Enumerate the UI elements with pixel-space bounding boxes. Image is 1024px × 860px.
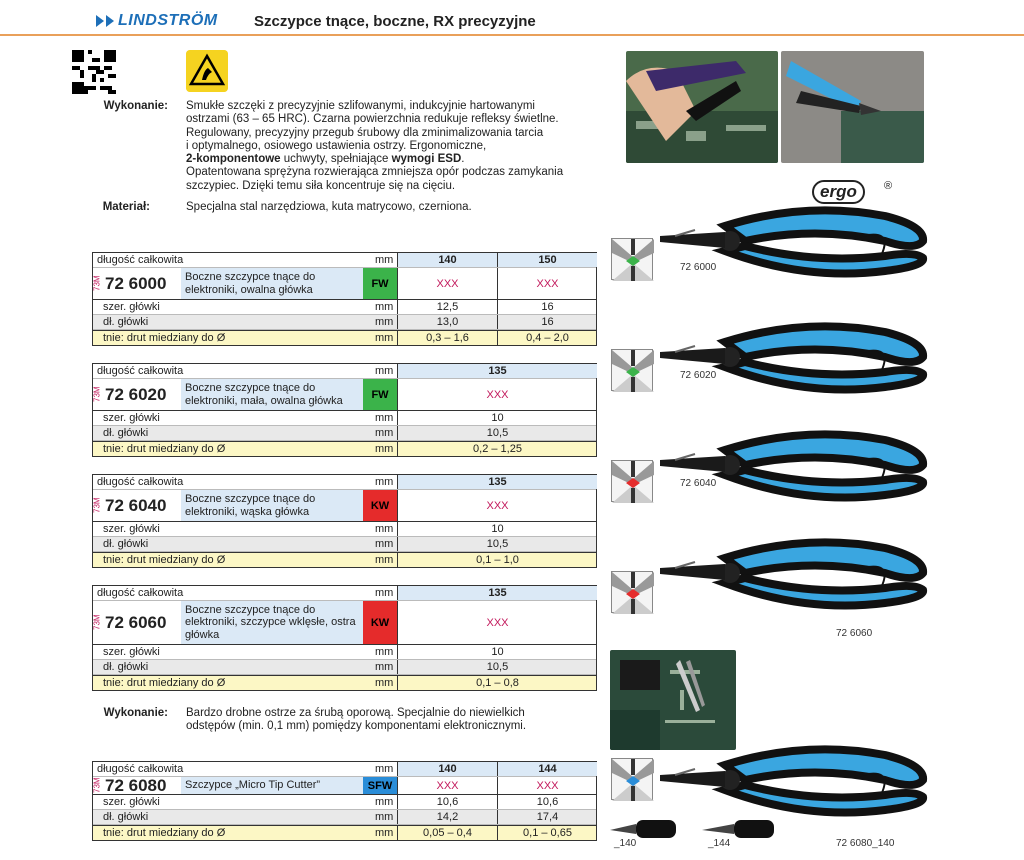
spec-value: 0,05 – 0,4 (397, 826, 497, 840)
usage-photo (610, 650, 736, 750)
product-row (93, 379, 596, 411)
unit-label: mm (375, 677, 394, 689)
spec-row-tnie (93, 441, 596, 456)
spec-row-label: tnie: drut miedziany do Ø (103, 827, 226, 839)
spec-row-dl (93, 810, 596, 825)
product-table-726040 (92, 474, 597, 568)
cutting-profile-icon (611, 571, 653, 613)
plier-caption: 72 6060 (836, 628, 873, 639)
profile-badge: FW (363, 379, 397, 410)
esd-warning-icon (186, 50, 228, 92)
spec-value: 10,5 (397, 426, 597, 440)
product-table-726020 (92, 363, 597, 457)
spec-row-label: szer. główki (103, 301, 160, 313)
wykonanie-label: Wykonanie: (103, 100, 168, 112)
product-description: Boczne szczypce tnące do elektroniki, wąska główka (181, 490, 363, 521)
product-number: 72 6040 (105, 495, 167, 515)
spec-row-szer (93, 645, 596, 660)
spec-value: 16 (497, 300, 597, 314)
spec-row-szer (93, 522, 596, 537)
code-3m-label: 73M (92, 497, 102, 514)
unit-label: mm (375, 646, 394, 658)
spec-block-2 (0, 707, 600, 737)
product-number: 72 6000 (105, 273, 167, 293)
unit-label: mm (375, 365, 394, 377)
length-label: długość całkowita (97, 763, 184, 775)
profile-badge: FW (363, 268, 397, 299)
spec-value: 17,4 (497, 810, 597, 824)
spec-bold: 2-komponentowe (186, 153, 281, 166)
plier-image (655, 528, 935, 628)
product-number: 72 6020 (105, 384, 167, 404)
price-placeholder: XXX (397, 379, 597, 410)
spec-row-label: tnie: drut miedziany do Ø (103, 677, 226, 689)
length-value: 135 (397, 475, 597, 489)
length-label: długość całkowita (97, 587, 184, 599)
spec-row-szer (93, 411, 596, 426)
spec-text: . (461, 153, 465, 166)
spec-line (186, 153, 596, 166)
spec-row-dl (93, 660, 596, 675)
spec-value: 0,1 – 0,8 (397, 676, 597, 690)
unit-label: mm (375, 412, 394, 424)
table-header-row (93, 475, 596, 490)
spec-row-tnie (93, 675, 596, 690)
material-label: Materiał: (102, 201, 150, 213)
brand-name: LINDSTRÖM (118, 12, 218, 29)
spec-line: Opatentowana sprężyna rozwierająca zmniejsza opór podczas zamykania (186, 166, 564, 179)
unit-label: mm (375, 763, 394, 775)
wykonanie-text (186, 100, 596, 193)
unit-label: mm (375, 538, 394, 550)
spec-block (0, 100, 600, 220)
price-placeholder: XXX (497, 268, 597, 299)
arrow-icon (106, 15, 114, 27)
table-header-row (93, 586, 596, 601)
unit-label: mm (375, 587, 394, 599)
spec-text: uchwyty, spełniające (283, 153, 389, 166)
spec-value: 10,6 (397, 795, 497, 809)
spec-row-label: tnie: drut miedziany do Ø (103, 332, 226, 344)
product-number: 72 6060 (105, 612, 167, 632)
spec-row-label: dł. główki (103, 661, 149, 673)
spec-line: szczypiec. Dzięki temu siła koncentruje się na cięciu. (186, 179, 456, 192)
price-placeholder: XXX (397, 601, 597, 644)
arrow-icon (96, 15, 104, 27)
spec-row-tnie (93, 552, 596, 567)
spec-value: 10 (397, 645, 597, 659)
plier-caption: 72 6020 (680, 370, 717, 381)
spec-value: 0,3 – 1,6 (397, 331, 497, 345)
usage-photo (626, 51, 778, 163)
profile-badge: KW (363, 490, 397, 521)
spec-value: 10,5 (397, 537, 597, 551)
spec-value: 10,6 (497, 795, 597, 809)
ergo-text: ergo (820, 182, 857, 201)
profile-badge: SFW (363, 777, 397, 794)
cutting-profile-icon (611, 758, 653, 800)
spec-value: 10 (397, 522, 597, 536)
product-table-726080 (92, 761, 597, 841)
spec-value: 0,1 – 1,0 (397, 553, 597, 567)
spec-row-label: dł. główki (103, 538, 149, 550)
spec-row-tnie (93, 330, 596, 345)
spec-row-szer (93, 795, 596, 810)
registered-mark: ® (884, 180, 893, 192)
page-title: Szczypce tnące, boczne, RX precyzyjne (254, 13, 536, 30)
plier-image (655, 735, 935, 835)
unit-label: mm (375, 796, 394, 808)
product-row (93, 601, 596, 645)
spec-value: 13,0 (397, 315, 497, 329)
product-table-726000 (92, 252, 597, 346)
plier-caption: 72 6040 (680, 478, 717, 489)
code-3m-label: 73M (92, 777, 102, 794)
length-value: 140 (397, 762, 497, 776)
cutting-profile-icon (611, 238, 653, 280)
product-row (93, 777, 596, 795)
unit-label: mm (375, 254, 394, 266)
spec-value: 10,5 (397, 660, 597, 674)
spec-value: 12,5 (397, 300, 497, 314)
spec-line: i optymalnego, osiowego ustawienia ostrzy. Ergonomiczne, (186, 139, 487, 152)
length-value: 144 (497, 762, 597, 776)
table-header-row (93, 762, 596, 777)
plier-image (655, 312, 935, 412)
length-value: 135 (397, 364, 597, 378)
price-placeholder: XXX (397, 268, 497, 299)
product-table-726060 (92, 585, 597, 691)
plier-image (655, 420, 935, 520)
page-header (0, 0, 1024, 36)
unit-label: mm (375, 301, 394, 313)
unit-label: mm (375, 332, 394, 344)
wykonanie-text (186, 707, 596, 734)
spec-row-label: szer. główki (103, 796, 160, 808)
code-3m-label: 73M (92, 614, 102, 631)
spec-bold: wymogi ESD (391, 153, 462, 166)
unit-label: mm (375, 476, 394, 488)
brand-logo (96, 12, 218, 30)
spec-row-dl (93, 315, 596, 330)
spec-line: Smukłe szczęki z precyzyjnie szlifowanymi, indukcyjnie hartowanymi (186, 100, 535, 112)
usage-photo (781, 51, 924, 163)
product-description: Boczne szczypce tnące do elektroniki, szczypce wklęsłe, ostra główka (181, 601, 363, 644)
plier-caption: 72 6000 (680, 262, 717, 273)
spec-row-label: szer. główki (103, 523, 160, 535)
table-header-row (93, 253, 596, 268)
plier-image (655, 196, 935, 296)
spec-row-label: dł. główki (103, 811, 149, 823)
unit-label: mm (375, 443, 394, 455)
spec-line: Regulowany, precyzyjny przegub śrubowy dla zminimalizowania tarcia (186, 126, 544, 139)
product-description: Boczne szczypce tnące do elektroniki, owalna główka (181, 268, 363, 299)
cutting-profile-icon (611, 349, 653, 391)
spec-row-label: tnie: drut miedziany do Ø (103, 554, 226, 566)
tip-caption: _140 (614, 838, 637, 849)
unit-label: mm (375, 554, 394, 566)
product-description: Szczypce „Micro Tip Cutter” (181, 777, 363, 794)
length-label: długość całkowita (97, 365, 184, 377)
spec-value: 0,2 – 1,25 (397, 442, 597, 456)
plier-caption: 72 6080_140 (836, 838, 895, 849)
unit-label: mm (375, 427, 394, 439)
spec-value: 0,1 – 0,65 (497, 826, 597, 840)
material-text: Specjalna stal narzędziowa, kuta matrycowo, czerniona. (186, 201, 472, 213)
spec-line: odstępów (min. 0,1 mm) pomiędzy komponentami elektronicznymi. (186, 720, 527, 733)
spec-row-label: szer. główki (103, 646, 160, 658)
spec-line: Bardzo drobne ostrze za śrubą oporową. Specjalnie do niewielkich (186, 707, 525, 719)
spec-value: 10 (397, 411, 597, 425)
product-number: 72 6080 (105, 775, 167, 795)
product-row (93, 268, 596, 300)
price-placeholder: XXX (497, 777, 597, 794)
spec-row-szer (93, 300, 596, 315)
unit-label: mm (375, 811, 394, 823)
length-value: 140 (397, 253, 497, 267)
spec-value: 16 (497, 315, 597, 329)
length-value: 150 (497, 253, 597, 267)
length-label: długość całkowita (97, 476, 184, 488)
spec-row-label: tnie: drut miedziany do Ø (103, 443, 226, 455)
spec-row-dl (93, 426, 596, 441)
table-header-row (93, 364, 596, 379)
spec-row-label: dł. główki (103, 427, 149, 439)
wykonanie-label: Wykonanie: (103, 707, 168, 719)
profile-badge: KW (363, 601, 397, 644)
unit-label: mm (375, 661, 394, 673)
spec-row-label: szer. główki (103, 412, 160, 424)
tip-caption: _144 (708, 838, 731, 849)
code-3m-label: 73M (92, 275, 102, 292)
length-value: 135 (397, 586, 597, 600)
length-label: długość całkowita (97, 254, 184, 266)
price-placeholder: XXX (397, 777, 497, 794)
unit-label: mm (375, 316, 394, 328)
spec-value: 14,2 (397, 810, 497, 824)
qr-code-icon (72, 50, 116, 94)
cutting-profile-icon (611, 460, 653, 502)
price-placeholder: XXX (397, 490, 597, 521)
unit-label: mm (375, 523, 394, 535)
spec-value: 0,4 – 2,0 (497, 331, 597, 345)
product-description: Boczne szczypce tnące do elektroniki, mała, owalna główka (181, 379, 363, 410)
product-row (93, 490, 596, 522)
spec-row-dl (93, 537, 596, 552)
unit-label: mm (375, 827, 394, 839)
spec-row-tnie (93, 825, 596, 840)
code-3m-label: 73M (92, 386, 102, 403)
spec-line: ostrzami (63 – 65 HRC). Czarna powierzchnia redukuje refleksy świetlne. (186, 113, 559, 126)
spec-row-label: dł. główki (103, 316, 149, 328)
